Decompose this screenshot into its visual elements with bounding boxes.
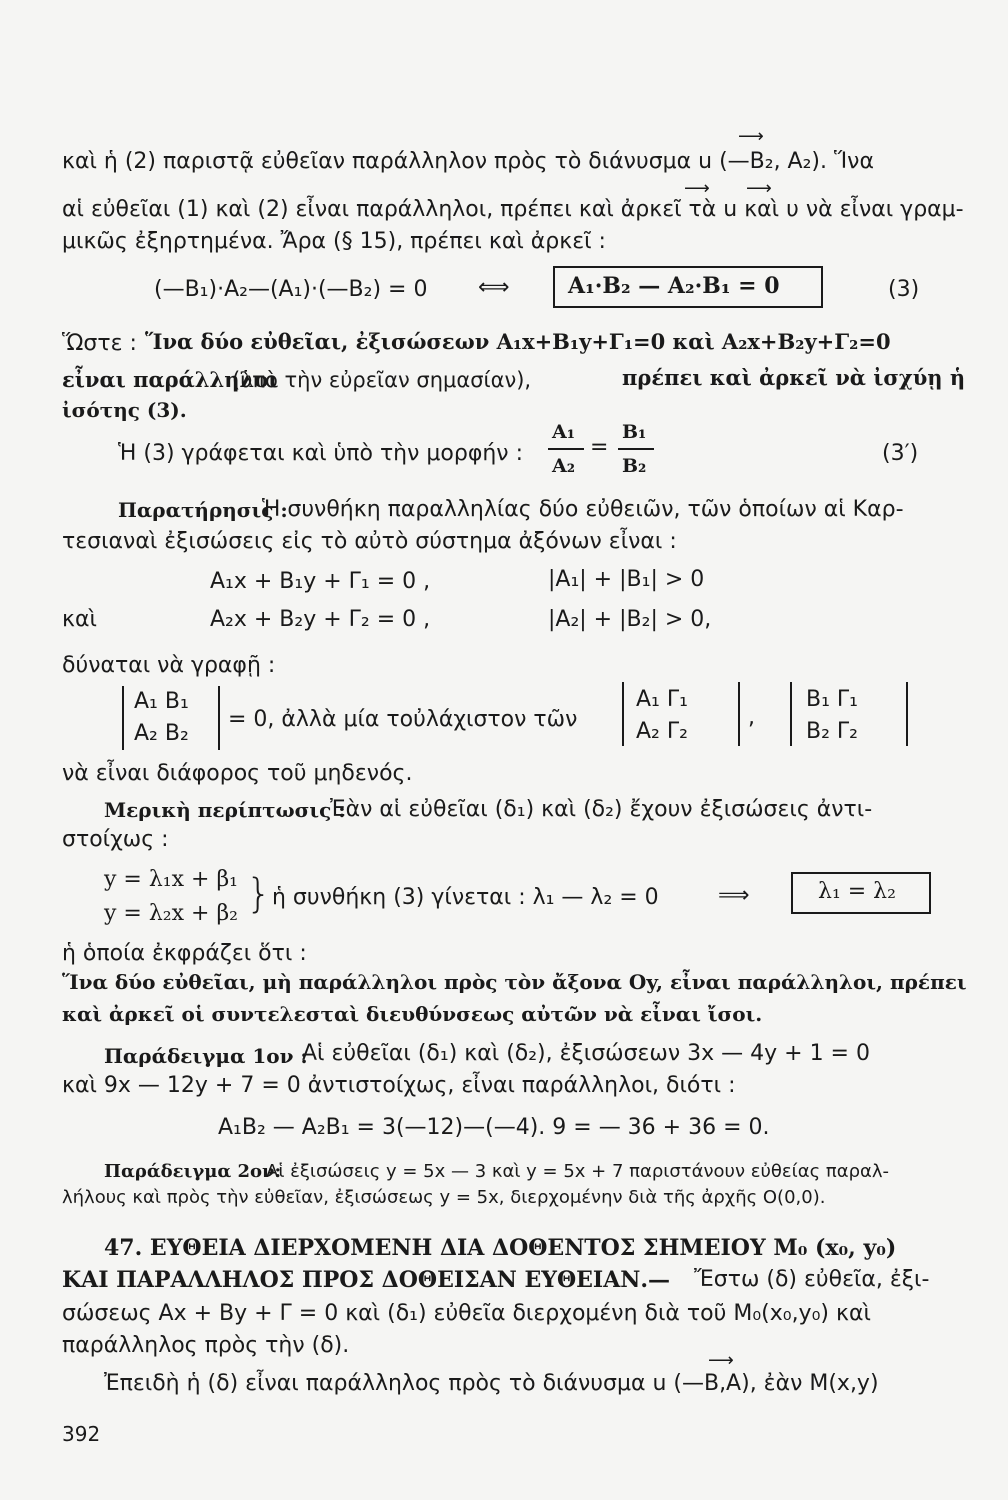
section-47-title: 47. ΕΥΘΕΙΑ ΔΙΕΡΧΟΜΕΝΗ ΔΙΑ ΔΟΘΕΝΤΟΣ ΣΗΜΕΙΟΥ M₀ (x₀, y₀) [104,1235,897,1261]
vector-arrow-u3: ⟶ [708,1350,734,1371]
theorem-line-3: ἰσότης (3). [62,398,187,422]
theorem-2-line-2: καὶ ἀρκεῖ οἱ συντελεσταὶ διευθύνσεως αὐτῶν νὰ εἶναι ἴσοι. [62,1002,763,1026]
text-line-23: καὶ 9x — 12y + 7 = 0 ἀντιστοίχως, εἶναι παράλληλοι, διότι : [62,1073,736,1098]
frac-a-bar [548,448,584,450]
example-1-title: Παράδειγμα 1ον : [104,1044,308,1068]
implies-arrow: ⟹ [718,883,750,908]
det1-right-bar [218,686,220,750]
conjunction-kai: καὶ [62,607,97,632]
system-cond-2: |A₂| + |B₂| > 0, [548,607,712,632]
special-case-title: Μερικὴ περίπτωσις : [104,798,346,822]
lambda-condition: ἡ συνθήκη (3) γίνεται : λ₁ — λ₂ = 0 [272,885,659,910]
frac-b-num: B₁ [622,421,647,443]
section-47-text: Ἔστω (δ) εὐθεῖα, ἐξι- [694,1267,930,1292]
system-eq-1: A₁x + B₁y + Γ₁ = 0 , [210,569,431,594]
text-line-31: Ἐπειδὴ ἡ (δ) εἶναι παράλληλος πρὸς τὸ διάνυσμα u (—B,A), ἐὰν M(x,y) [104,1371,879,1396]
text-line-10: τεσιαναὶ ἐξισώσεις εἰς τὸ αὐτὸ σύστημα ἀξόνων εἶναι : [62,529,677,554]
observation-title: Παρατήρησις : [118,498,288,522]
frac-a-den: A₂ [552,455,576,477]
brace-right: } [246,871,272,917]
frac-b-bar [618,448,654,450]
det-comma: , [748,705,755,730]
equation-number-3prime: (3′) [882,441,919,466]
frac-a-num: A₁ [552,421,576,443]
text-line-26: λήλους καὶ πρὸς τὴν εὐθεῖαν, ἐξισώσεως y = 5x, διερχομένην διὰ τῆς ἀρχῆς O(0,0). [62,1187,826,1208]
det3-right-bar [906,682,908,746]
det2-row2: A₂ Γ₂ [636,719,688,744]
example-2-text: Αἱ ἐξισώσεις y = 5x — 3 καὶ y = 5x + 7 παριστάνουν εὐθείας παραλ- [266,1161,890,1182]
vector-arrow-v: ⟶ [746,178,772,199]
page-number: 392 [62,1422,101,1446]
text-line-15: νὰ εἶναι διάφορος τοῦ μηδενός. [62,761,413,786]
det2-right-bar [738,682,740,746]
text-line-2: αἱ εὐθεῖαι (1) καὶ (2) εἶναι παράλληλοι, πρέπει καὶ ἀρκεῖ τὰ u καὶ υ νὰ εἶναι γραμ- [62,197,964,222]
text-line-3: μικῶς ἐξηρτημένα. Ἄρα (§ 15), πρέπει καὶ ἀρκεῖ : [62,229,606,254]
special-case-text: Ἐὰν αἱ εὐθεῖαι (δ₁) καὶ (δ₂) ἔχουν ἐξισώσεις ἀντι- [330,797,873,822]
det1-left-bar [122,686,124,750]
lambda-eq-2: y = λ₂x + β₂ [104,901,238,926]
text-line-13: δύναται νὰ γραφῇ : [62,653,276,678]
frac-equals: = [590,435,609,460]
example-1-text: Αἱ εὐθεῖαι (δ₁) καὶ (δ₂), ἐξισώσεων 3x — 4y + 1 = 0 [302,1041,870,1066]
equation-3-left: (—B₁)·A₂—(A₁)·(—B₂) = 0 [154,277,428,302]
vector-arrow-u2: ⟶ [684,178,710,199]
theorem-line-1: Ἵνα δύο εὐθεῖαι, ἐξισώσεων A₁x+B₁y+Γ₁=0 καὶ A₂x+B₂y+Γ₂=0 [145,329,891,354]
vector-arrow-u: ⟶ [738,126,764,147]
observation-text: Ἡ συνθήκη παραλληλίας δύο εὐθειῶν, τῶν ὁποίων αἱ Καρ- [262,497,904,522]
det3-row2: B₂ Γ₂ [806,719,858,744]
det2-left-bar [622,682,624,746]
section-47-title-2: ΚΑΙ ΠΑΡΑΛΛΗΛΟΣ ΠΡΟΣ ΔΟΘΕΙΣΑΝ ΕΥΘΕΙΑΝ.— [62,1267,671,1293]
text-line-8: Ἡ (3) γράφεται καὶ ὑπὸ τὴν μορφήν : [118,441,523,466]
det1-row2: A₂ B₂ [134,721,189,746]
text-line-29: σώσεως Ax + By + Γ = 0 καὶ (δ₁) εὐθεῖα διερχομένη διὰ τοῦ M₀(x₀,y₀) καὶ [62,1301,871,1326]
det3-left-bar [790,682,792,746]
equation-3-boxed: A₁·B₂ — A₂·B₁ = 0 [568,273,780,299]
text-line-30: παράλληλος πρὸς τὴν (δ). [62,1333,350,1358]
lambda-eq-1: y = λ₁x + β₁ [104,867,238,892]
text-line-19: ἡ ὁποία ἐκφράζει ὅτι : [62,941,307,966]
equation-number-3: (3) [888,277,920,302]
det2-row1: A₁ Γ₁ [636,687,688,712]
system-eq-2: A₂x + B₂y + Γ₂ = 0 , [210,607,431,632]
example-2-title: Παράδειγμα 2ον: [104,1161,282,1182]
theorem-2-line-1: Ἵνα δύο εὐθεῖαι, μὴ παράλληλοι πρὸς τὸν ἄξονα Oy, εἶναι παράλληλοι, πρέπει [62,970,967,994]
text-line-1: καὶ ἡ (2) παριστᾷ εὐθεῖαν παράλληλον πρὸς τὸ διάνυσμα u (—B₂, A₂). Ἵνα [62,149,874,174]
theorem-line-2b: (ὑπὸ τὴν εὐρεῖαν σημασίαν), [232,368,532,392]
theorem-line-2a: εἶναι παράλληλοι [62,367,279,392]
theorem-line-2c: πρέπει καὶ ἀρκεῖ νὰ ἰσχύῃ ἡ [622,365,966,390]
equivalence-arrow: ⟺ [478,275,510,300]
text-line-5a: Ὥστε : [62,331,137,356]
det-middle-text: = 0, ἀλλὰ μία τοὐλάχιστον τῶν [228,707,578,732]
example-1-calc: A₁B₂ — A₂B₁ = 3(—12)—(—4). 9 = — 36 + 36 = 0. [218,1115,770,1140]
system-cond-1: |A₁| + |B₁| > 0 [548,567,705,592]
det1-row1: A₁ B₁ [134,689,189,714]
text-line-17: στοίχως : [62,827,169,852]
frac-b-den: B₂ [622,455,647,477]
lambda-boxed: λ₁ = λ₂ [818,879,896,904]
det3-row1: B₁ Γ₁ [806,687,858,712]
